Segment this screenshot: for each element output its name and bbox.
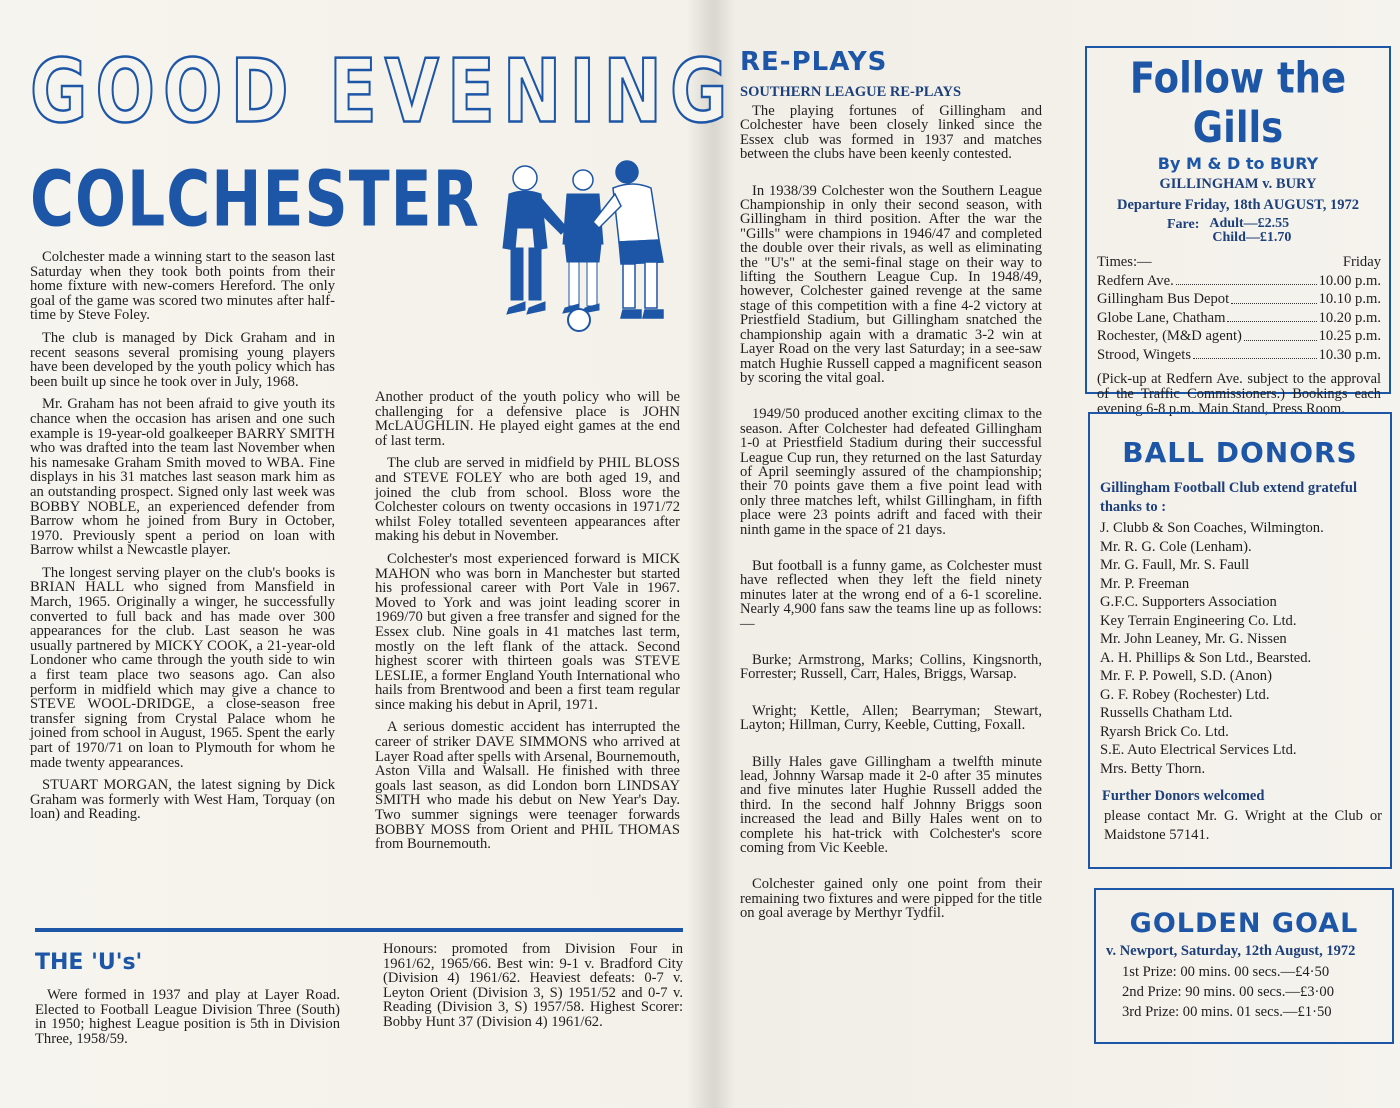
times-place: Gillingham Bus Depot	[1097, 291, 1230, 307]
follow-departure: Departure Friday, 18th AUGUST, 1972	[1117, 197, 1359, 213]
donor-item: S.E. Auto Electrical Services Ltd.	[1100, 742, 1297, 758]
replays-paragraph: Billy Hales gave Gillingham a twelfth minute lead, Johnny Warsap made it 2-0 after 35 minutes and five minutes later Hughie Russell added the third. In the second half Johnny Briggs soon increased the lead and Billy Hales went on to complete his hat-trick with Colchester's score coming from Vic Keeble.	[740, 753, 1042, 857]
section-divider	[35, 928, 683, 932]
donor-item: A. H. Phillips & Son Ltd., Bearsted.	[1100, 649, 1312, 666]
col2-paragraph: The club are served in midfield by PHIL BLOSS and STEVE FOLEY who are both aged 19, and joined the club from school. Bloss wore the Colchester colours on twenty occasions in 1971/72 whilst Foley totalled seventeen appearances after making his debut in November.	[375, 455, 680, 545]
replays-subheading: SOUTHERN LEAGUE RE-PLAYS	[740, 84, 962, 100]
col1-paragraph: The club is managed by Dick Graham and in recent seasons several promising young players have been developed by the youth policy which has been built up since he took over in July, 1968.	[30, 329, 335, 390]
col1-paragraph: The longest serving player on the club's books is BRIAN HALL who signed from Mansfield in March, 1965. Originally a winger, he successfully converted to full back and has made over 300 appearances for the club. Last season he was usually partnered by MICKY COOK, a 21-year-old Londoner who came through the youth side to win a first team place two seasons ago. Can also perform in midfield which may give a chance to STEVE WOOL-DRIDGE, a close-season free transfer signing from Crystal Palace whom he joined from school in August, 1965. Spent the early part of 1970/71 on loan to Plymouth for whom he made twenty appearances.	[30, 564, 335, 771]
prize-item: 1st Prize: 00 mins. 00 secs.—£4·50	[1122, 964, 1330, 980]
replays-paragraph: Colchester gained only one point from their remaining two fixtures and were pipped for the title on goal average by Merthyr Tydfil.	[740, 876, 1042, 922]
follow-heading	[1087, 53, 1389, 153]
replays-heading: RE-PLAYS	[740, 47, 888, 77]
donor-item: Ryarsh Brick Co. Ltd.	[1100, 723, 1229, 740]
times-day: Friday	[1342, 254, 1381, 270]
honours-paragraph: Honours: promoted from Division Four in 1961/62, 1965/66. Best win: 9-1 v. Bradford City (Division 4) 1961/62. Heaviest defeats: 0-7 v. Leyton Orient (Division 3, S) 1951/52 and 0-7 v. Reading (Division 3, S) 1957/58. Highest Scorer: Bobby Hunt 37 (Division 4) 1961/62.	[383, 941, 683, 1030]
article-column-1	[30, 250, 335, 830]
ball-donors-heading: BALL DONORS	[1122, 436, 1358, 469]
col1-paragraph: Colchester made a winning start to the season last Saturday when they took both points from their home fixture with new-comers Hereford. The only goal of the game was scored two minutes after half-time by Steve Foley.	[30, 249, 335, 324]
fare-child: Child—£1.70	[1212, 230, 1292, 245]
colchester-heading: COLCHESTER	[30, 155, 480, 245]
times-time: 10.30 p.m.	[1318, 346, 1381, 363]
times-time: 10.20 p.m.	[1318, 309, 1381, 326]
article-column-2	[375, 390, 680, 860]
donor-item: Key Terrain Engineering Co. Ltd.	[1100, 612, 1297, 629]
golden-goal-box	[1094, 888, 1394, 1044]
replays-paragraph: But football is a funny game, as Colchester must have reflected when they left the field ninety minutes later at the wrong end of a 6-1 scoreline. Nearly 4,900 fans saw the teams line up as follows:—	[740, 557, 1042, 632]
lineup-gillingham: Wright; Kettle, Allen; Bearryman; Stewart, Layton; Hillman, Curry, Keeble, Cutting, Foxall.	[740, 702, 1042, 734]
donor-item: Mr. R. G. Cole (Lenham).	[1100, 538, 1252, 555]
fare-label: Fare:	[1167, 217, 1200, 232]
times-row	[1097, 272, 1381, 291]
times-place: Strood, Wingets	[1097, 346, 1192, 363]
donor-item: Russells Chatham Ltd.	[1100, 705, 1233, 721]
col2-paragraph: A serious domestic accident has interrupted the career of striker DAVE SIMMONS who arrived at Layer Road after spells with Arsenal, Bournemouth, Aston Villa and Walsall. He finished with three goals last season, as did London born LINDSAY SMITH who made his debut on New Year's Day. Two summer signings were teenager forwards BOBBY MOSS from Orient and PHIL THOMAS from Bournemouth.	[375, 719, 680, 853]
prize-item: 2nd Prize: 90 mins. 00 secs.—£3·00	[1122, 984, 1334, 1000]
times-label: Times:—	[1097, 254, 1152, 270]
follow-times-table	[1097, 253, 1381, 364]
times-row	[1097, 327, 1381, 346]
col1-paragraph: STUART MORGAN, the latest signing by Dick Graham was formerly with West Ham, Torquay (on loan) and Reading.	[30, 777, 335, 823]
further-donors-heading: Further Donors welcomed	[1102, 788, 1265, 804]
good-evening-heading: GOOD EVENING	[30, 40, 736, 143]
replays-column	[740, 104, 1042, 921]
replays-paragraph: In 1938/39 Colchester won the Southern League Championship in only their second season, with Gillingham in third position. After the war the "Gills" were champions in 1946/47 and completed the double over their rivals, as well as eliminating the "U's" at the semi-final stage on their way to lifting the Southern League Cup. In 1948/49, however, Colchester gained revenge at the same stage of this competition with a fine 4-2 victory at Priestfield Stadium, but Gillingham snatched the championship again with a dramatic 3-2 win at Layer Road on the very last Saturday; in a see-saw match Hughie Russell capped a magnificent season by scoring the vital goal.	[740, 182, 1042, 386]
us-text	[35, 988, 340, 1054]
donor-item: G. F. Robey (Rochester) Ltd.	[1100, 686, 1270, 703]
times-header	[1097, 253, 1381, 272]
golden-goal-prizes	[1122, 962, 1392, 1022]
follow-fixture: GILLINGHAM v. BURY	[1159, 176, 1317, 192]
replays-paragraph: The playing fortunes of Gillingham and Colchester have been closely linked since the Essex club was formed in 1937 and matches between the clubs have been keenly contested.	[740, 103, 1042, 163]
col1-paragraph: Mr. Graham has not been afraid to give youth its chance when the occasion has arisen and one such example is 19-year-old goalkeeper BARRY SMITH who was drafted into the team last November when his namesake Graham Smith moved to WBA. Fine displays in his 31 matches last season mark him as an outstanding prospect. Signed only last week was BOBBY NOBLE, an experienced defender from Barrow whom he joined from Bury in October, 1970. Previously spent a period on loan with Barrow whilst a Newcastle player.	[30, 396, 335, 559]
times-time: 10.00 p.m.	[1318, 272, 1381, 289]
golden-goal-heading: GOLDEN GOAL	[1129, 908, 1359, 939]
lineup-colchester: Burke; Armstrong, Marks; Collins, Kingsnorth, Forrester; Russell, Carr, Hales, Briggs, Warsap.	[740, 652, 1042, 683]
follow-fare	[1167, 217, 1389, 245]
donor-item: G.F.C. Supporters Association	[1100, 594, 1277, 610]
fare-adult: Adult—£2.55	[1209, 216, 1290, 231]
times-place: Redfern Ave.	[1097, 272, 1174, 289]
col2-paragraph: Colchester's most experienced forward is MICK MAHON who was born in Manchester but started his professional career with Port Vale in 1967. Moved to York and was joint leading scorer in 1969/70 but given a free transfer and signed for the Essex club. Nine goals in 41 matches last term, mostly on the left flank of the attack. Second highest scorer with thirteen goals was STEVE LESLIE, a former England Youth International who hails from Brentwood and been a first team regular since making his debut in April, 1971.	[375, 550, 680, 713]
donor-item: Mr. G. Faull, Mr. S. Faull	[1100, 557, 1250, 573]
times-row	[1097, 309, 1381, 328]
donor-item: Mr. F. P. Powell, S.D. (Anon)	[1100, 668, 1272, 684]
follow-by-line: By M & D to BURY	[1157, 154, 1319, 173]
replays-paragraph: 1949/50 produced another exciting climax to the season. After Colchester had defeated Gillingham 1-0 at Priestfield Stadium during their successful League Cup run, they returned on the last Saturday of April seemingly assured of the championship; their 70 points gave them a five point lead with only three matches left, whilst Gillingham, in fifth place were 23 points adrift and faced with their ninth game in the space of 21 days.	[740, 406, 1042, 538]
donor-item: J. Clubb & Son Coaches, Wilmington.	[1100, 520, 1324, 536]
times-row	[1097, 346, 1381, 365]
donor-item: Mrs. Betty Thorn.	[1100, 760, 1206, 777]
donor-item: Mr. John Leaney, Mr. G. Nissen	[1100, 631, 1287, 647]
times-place: Rochester, (M&D agent)	[1097, 328, 1242, 344]
times-time: 10.10 p.m.	[1318, 291, 1381, 307]
players-handshake-illustration	[495, 158, 695, 338]
golden-goal-match: v. Newport, Saturday, 12th August, 1972	[1106, 943, 1356, 959]
us-paragraph: Were formed in 1937 and play at Layer Road. Elected to Football League Division Three (South) in 1950; highest League position is 5th in Division Three, 1958/59.	[35, 987, 340, 1047]
ball-donors-box	[1088, 412, 1392, 869]
times-row	[1097, 290, 1381, 309]
us-heading: THE 'U's'	[35, 950, 143, 975]
donors-intro: Gillingham Football Club extend grateful thanks to :	[1100, 480, 1357, 515]
times-time: 10.25 p.m.	[1318, 328, 1381, 344]
donor-item: Mr. P. Freeman	[1100, 575, 1190, 592]
donors-list	[1100, 519, 1384, 778]
col2-paragraph: Another product of the youth policy who will be challenging for a defensive place is JOHN McLAUGHLIN. He played eight games at the end of last term.	[375, 389, 680, 449]
follow-heading-text: Follow the Gills	[1129, 53, 1347, 153]
follow-note: (Pick-up at Redfern Ave. subject to the approval of the Traffic Commissioners.) Bookings each evening 6-8 p.m. Main Stand, Press Room.	[1097, 371, 1381, 417]
honours-text	[383, 942, 683, 1038]
prize-item: 3rd Prize: 00 mins. 01 secs.—£1·50	[1122, 1004, 1332, 1020]
follow-the-gills-box	[1085, 46, 1391, 417]
further-donors-text: please contact Mr. G. Wright at the Club or Maidstone 57141.	[1104, 808, 1382, 843]
times-place: Globe Lane, Chatham	[1097, 309, 1226, 326]
